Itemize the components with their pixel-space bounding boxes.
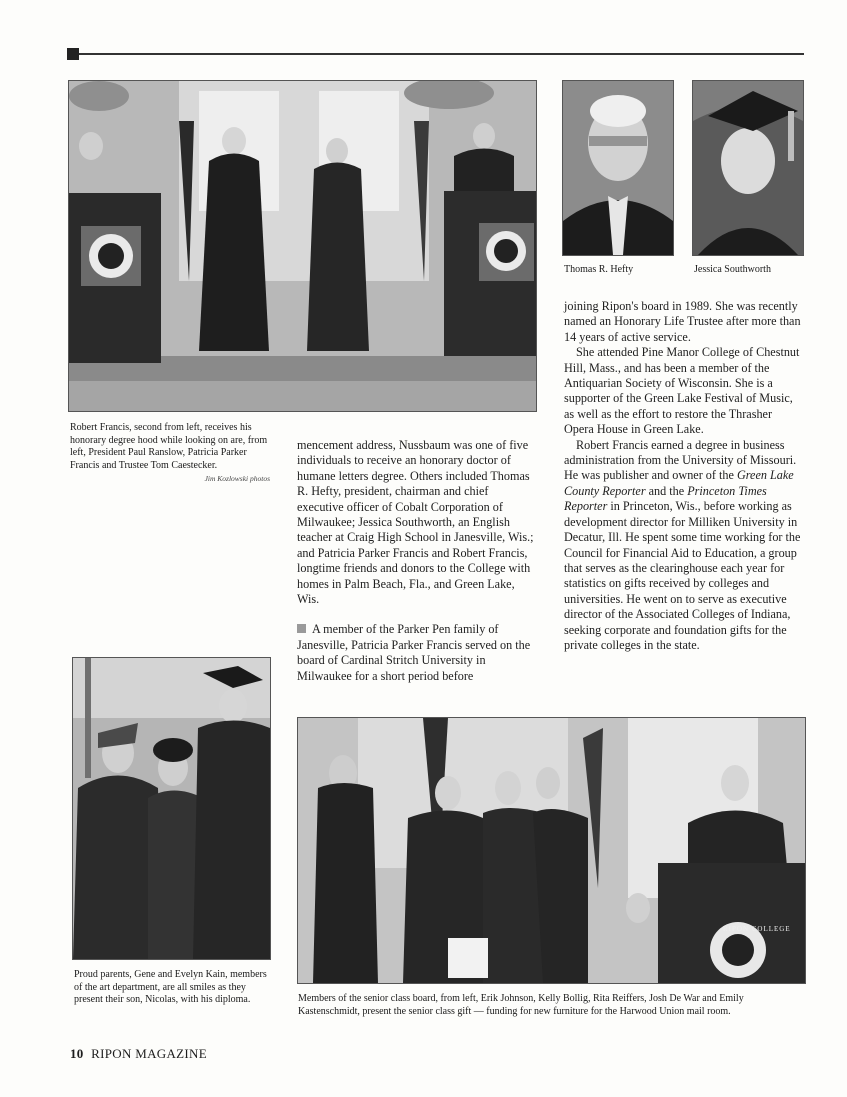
publication-title: Princeton Times Reporter [564, 483, 767, 514]
podium-seal-label: RIPON COLLEGE [723, 925, 791, 933]
article-paragraph: mencement address, Nussbaum was one of five individuals to receive an honorary doctor of humane letters degree. Others included Thomas R. Hefty, president, chairman and chief executive officer of Cobalt Corporation of Milwaukee; Jessica Southworth, an English teacher at Craig High School in Janesville, Wis.; and Patricia Parker Francis and Robert Francis, longtime friends and donors to the College with homes in Palm Beach, Fla., and Green Lake, Wis. [297, 438, 534, 607]
article-text: Robert Francis earned a degree in business administration from the University of Missouri. He was publisher and owner of the [564, 437, 797, 483]
photo-credit: Jim Kozlowski photos [204, 474, 270, 483]
article-middle-column [297, 438, 534, 684]
article-paragraph: joining Ripon's board in 1989. She was recently named an Honorary Life Trustee after more than 14 years of active service. [564, 299, 801, 344]
page-number: 10 [70, 1046, 84, 1061]
header-rule [79, 53, 804, 55]
class-board-caption: Members of the senior class board, from left, Erik Johnson, Kelly Bollig, Rita Reiffers, Josh De War and Emily Kastenschmidt, present the senior class gift — funding for new furniture for the Harwood Union mail room. [298, 993, 744, 1017]
parents-photo [72, 657, 271, 960]
hefty-caption: Thomas R. Hefty [564, 264, 634, 275]
article-paragraph-text: A member of the Parker Pen family of Janesville, Patricia Parker Francis served on the board of Cardinal Stritch University in Milwaukee for a short period before [297, 622, 531, 683]
class-board-photo [297, 717, 806, 984]
article-right-column [564, 299, 804, 653]
ceremony-photo [68, 80, 537, 412]
article-paragraph: She attended Pine Manor College of Chestnut Hill, Mass., and has been a member of the Antiquarian Society of Wisconsin. She is a supporter of the Green Lake Festival of Music, as well as the effort to restore the Thrasher Opera House in Green Lake. [564, 345, 800, 437]
magazine-name: RIPON MAGAZINE [91, 1046, 207, 1061]
southworth-caption: Jessica Southworth [694, 264, 771, 275]
publication-title: Green Lake County Reporter [564, 468, 794, 498]
article-paragraph [297, 622, 534, 684]
section-marker [67, 48, 79, 60]
ceremony-caption-text: Robert Francis, second from left, receives his honorary degree hood while looking on are, from left, President Paul Ranslow, Patricia Parker Francis and Trustee Tom Caestecker. [70, 422, 268, 471]
parents-caption: Proud parents, Gene and Evelyn Kain, members of the art department, are all smiles as they present their son, Nicolas, with his diploma. [74, 969, 267, 1005]
article-text: in Princeton, Wis., before working as development director for Milliken University in Decatur, Ill. He spent some time working for the Council for Financial Aid to Education, a group that serves as the clearinghouse each year for statistics on gifts received by colleges and universities. He went on to serve as executive director of the Associated Colleges of Indiana, seeking corporate and foundation gifts for the private colleges in the state. [564, 499, 801, 652]
hefty-portrait [562, 80, 674, 256]
article-paragraph [564, 438, 804, 654]
page-footer [70, 1046, 207, 1062]
article-text: and the [645, 483, 688, 498]
ceremony-caption [70, 422, 270, 486]
southworth-portrait [692, 80, 804, 256]
section-bullet-icon [297, 624, 306, 633]
